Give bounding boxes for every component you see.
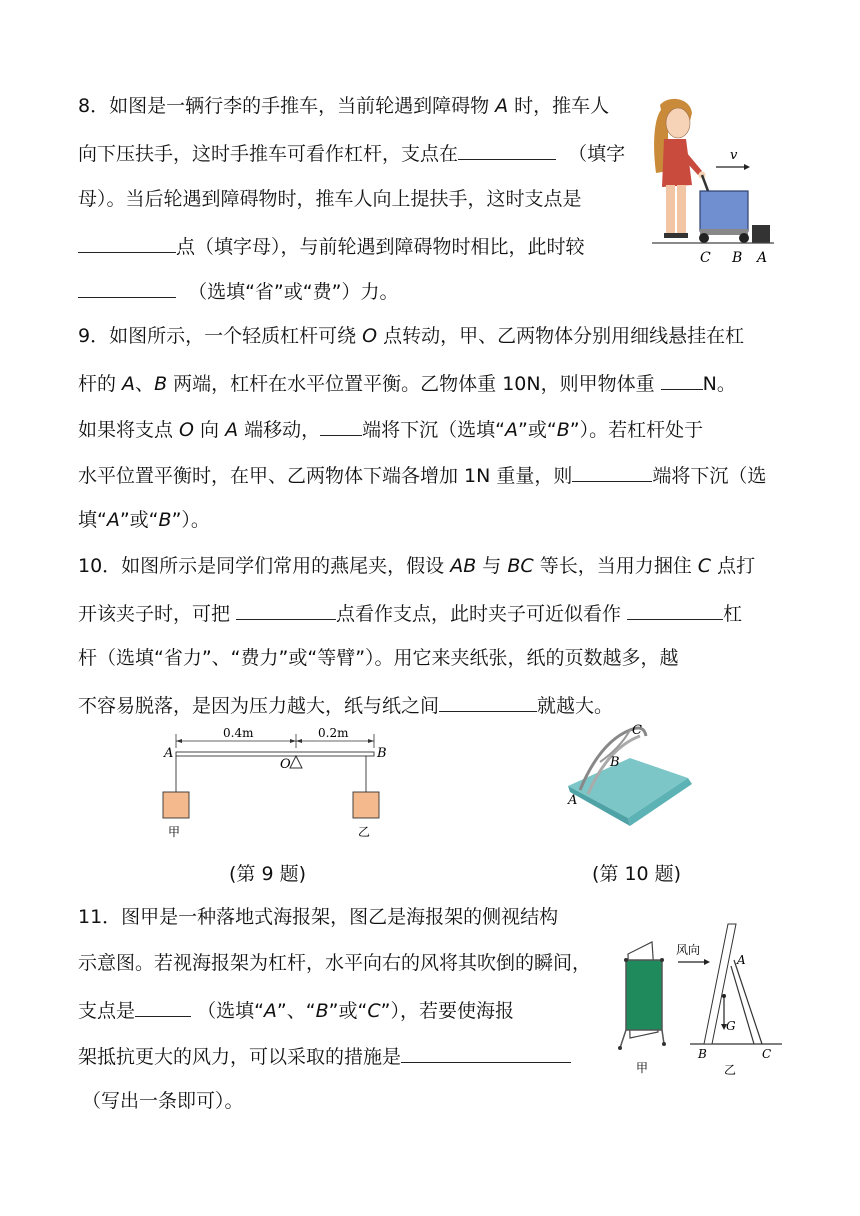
q11-blank-2[interactable]	[401, 1043, 571, 1063]
q8-line-2: 向下压扶手，这时手推车可看作杠杆，支点在 （填字	[78, 140, 625, 166]
q9-dim-left: 0.4m	[223, 726, 254, 740]
q9-line-4: 水平位置平衡时，在甲、乙两物体下端各增加 1N 重量，则 端将下沉（选	[78, 462, 766, 488]
q11-label-yi: 乙	[724, 1063, 737, 1077]
q9-obj-yi: 乙	[358, 825, 371, 839]
q9-lever-figure	[155, 722, 395, 842]
q9-blank-3[interactable]	[572, 462, 652, 482]
q8-blank-3[interactable]	[78, 278, 176, 298]
q9-line-3: 如果将支点 O 向 A 端移动， 端将下沉（选填“A”或“B”）。若杠杆处于	[78, 416, 703, 442]
q8-blank-1[interactable]	[458, 140, 556, 160]
q11-blank-1[interactable]	[135, 997, 191, 1017]
q11-point-c: C	[762, 1047, 772, 1061]
q10-point-a: A	[568, 793, 578, 808]
q9-blank-2[interactable]	[320, 416, 362, 436]
q10-blank-1[interactable]	[236, 600, 336, 620]
q10-line-2: 开该夹子时，可把 点看作支点，此时夹子可近似看作 杠	[78, 600, 742, 626]
q10-blank-2[interactable]	[627, 600, 723, 620]
q10-clip-figure	[560, 722, 710, 832]
q8-point-a: A	[757, 250, 768, 266]
q8-point-b: B	[732, 250, 743, 266]
q9-line-2: 杆的 A、B 两端，杠杆在水平位置平衡。乙物体重 10N，则甲物体重 N。	[78, 370, 736, 396]
q11-line-3: 支点是 （选填“A”、“B”或“C”），若要使海报	[78, 997, 514, 1023]
q10-line-1: 10．如图所示是同学们常用的燕尾夹，假设 AB 与 BC 等长，当用力捆住 C 点打	[78, 555, 756, 577]
q9-line-1: 9．如图所示，一个轻质杠杆可绕 O 点转动，甲、乙两物体分别用细线悬挂在杠	[78, 325, 745, 347]
q8-point-c: C	[700, 250, 711, 266]
q8-line-5: （选填“省”或“费”）力。	[78, 278, 398, 304]
q10-point-b: B	[610, 755, 620, 770]
q11-label-jia: 甲	[636, 1061, 649, 1075]
q10-blank-3[interactable]	[439, 692, 537, 712]
q8-blank-2[interactable]	[78, 233, 176, 253]
q11-line-5: （写出一条即可）。	[82, 1090, 244, 1112]
q9-pivot-o: O	[280, 757, 291, 772]
q9-dim-right: 0.2m	[318, 726, 349, 740]
q10-point-c: C	[632, 723, 642, 738]
q8-line-3: 母）。当后轮遇到障碍物时，推车人向上提扶手，这时支点是	[78, 188, 582, 210]
q11-point-b: B	[698, 1047, 707, 1061]
q11-line-1: 11．图甲是一种落地式海报架，图乙是海报架的侧视结构	[78, 906, 559, 928]
q11-poster-figure	[612, 920, 784, 1080]
q8-handcart-figure	[646, 95, 776, 267]
q9-point-a: A	[164, 746, 174, 761]
q8-velocity-label: v	[730, 148, 738, 163]
q10-line-3: 杆（选填“省力”、“费力”或“等臂”）。用它来夹纸张，纸的页数越多，越	[78, 647, 679, 669]
q11-line-2: 示意图。若视海报架为杠杆，水平向右的风将其吹倒的瞬间，	[78, 952, 592, 974]
q9-point-b: B	[377, 746, 387, 761]
q11-gravity-g: G	[726, 1019, 736, 1033]
q9-obj-jia: 甲	[168, 825, 181, 839]
q8-line-4: 点（填字母），与前轮遇到障碍物时相比，此时较	[78, 233, 585, 259]
q11-wind-label: 风向	[676, 943, 701, 957]
q8-line-1: 8．如图是一辆行李的手推车，当前轮遇到障碍物 A 时，推车人	[78, 95, 610, 117]
q10-line-4: 不容易脱落，是因为压力越大，纸与纸之间 就越大。	[78, 692, 613, 718]
q11-point-a: A	[737, 953, 746, 967]
q9-line-5: 填“A”或“B”）。	[78, 509, 210, 531]
q9-blank-1[interactable]	[661, 370, 703, 390]
q10-caption: (第 10 题)	[592, 863, 682, 885]
q9-caption: (第 9 题)	[229, 863, 306, 885]
q11-line-4: 架抵抗更大的风力，可以采取的措施是	[78, 1043, 571, 1069]
